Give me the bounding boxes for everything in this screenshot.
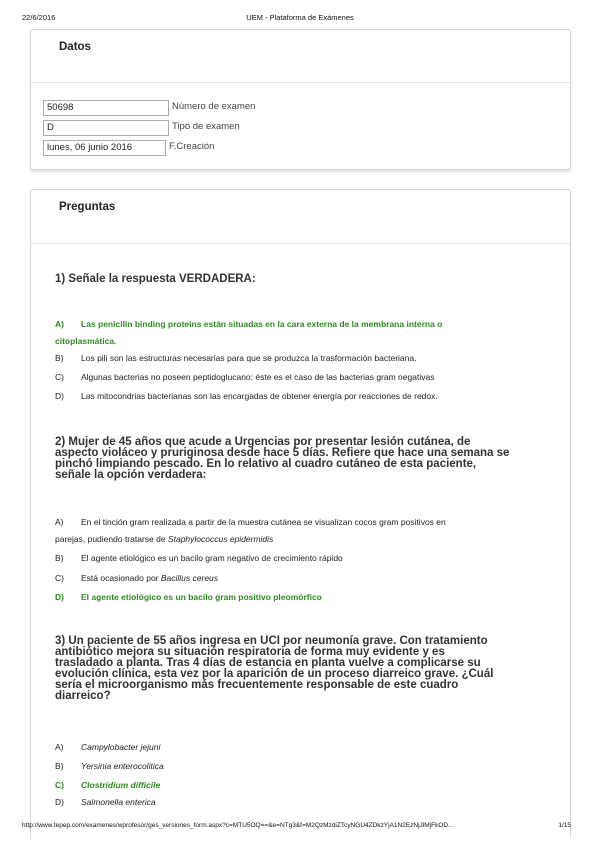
option-letter: A) (55, 319, 64, 329)
option-text: Los pili son las estructuras necesarias para que se produzca la trasformación bacteriana. (81, 353, 417, 363)
option-text: El agente etiológico es un bacilo gram negativo de crecimiento rápido (81, 553, 343, 563)
datos-title: Datos (59, 41, 91, 53)
question-1-option-b[interactable] (55, 350, 555, 367)
question-3-title-line: diarreico? (55, 690, 111, 702)
question-3-title-line: trasladado a planta. Tras 4 días de estancia en planta vuelve a complicarse su (55, 657, 481, 669)
option-species: Salmonella enterica (81, 797, 156, 807)
print-date: 22/6/2016 (22, 13, 56, 22)
preguntas-divider (31, 243, 570, 244)
question-3-option-c[interactable] (55, 777, 555, 794)
option-letter: D) (55, 797, 64, 807)
question-1-title: 1) Señale la respuesta VERDADERA: (55, 273, 256, 285)
question-1-option-d[interactable] (55, 388, 555, 405)
print-page-number: 1/15 (558, 822, 571, 829)
question-2-title-line: pinchó limpiando pescado. En lo relativo al cuadro cutáneo de esta paciente, (55, 458, 477, 470)
print-footer (0, 822, 600, 840)
exam-type-field[interactable]: D (43, 120, 169, 136)
exam-number-field[interactable]: 50698 (43, 100, 169, 116)
question-2-option-c[interactable] (55, 570, 555, 587)
option-species: Campylobacter jejuni (81, 742, 161, 752)
option-letter: B) (55, 353, 64, 363)
question-2-title (55, 437, 555, 481)
option-text: Algunas bacterias no poseen peptidoglucano; éste es el caso de las bacterias gram negativas (81, 372, 435, 382)
question-3-title (55, 636, 555, 702)
option-text: Está ocasionado por (81, 573, 161, 583)
option-letter: D) (55, 391, 64, 401)
creation-date-field[interactable]: lunes, 06 junio 2016 (43, 140, 166, 156)
exam-number-label: Número de examen (172, 101, 256, 112)
option-text: El agente etiológico es un bacilo gram positivo pleomórfico (81, 592, 322, 602)
datos-divider (31, 82, 570, 83)
question-3-option-a[interactable] (55, 739, 555, 756)
print-header (0, 0, 600, 20)
option-species: Bacillus cereus (160, 573, 219, 583)
option-text-cont: citoplasmática. (55, 336, 117, 346)
option-letter: C) (55, 573, 64, 583)
datos-panel (30, 29, 571, 170)
question-1-option-a[interactable] (55, 316, 555, 350)
preguntas-title: Preguntas (59, 201, 116, 213)
option-letter: D) (55, 592, 64, 602)
question-2-title-line: señale la opción verdadera: (55, 469, 207, 481)
question-1-option-c[interactable] (55, 369, 555, 386)
question-3-title-line: antibiótico mejora su situación respiratoria de forma muy evidente y es (55, 646, 445, 658)
question-3-option-b[interactable] (55, 758, 555, 775)
option-species: Clostridium difficile (81, 780, 161, 790)
question-2-title-line: aspecto violáceo y pruriginosa desde hace 5 días. Refiere que hace una semana se (55, 447, 510, 459)
option-text: Las penicilin binding proteins están situadas en la cara externa de la membrana interna o (81, 319, 443, 329)
option-species: Staphylococcus epidermidis (167, 534, 274, 544)
question-3-title-line: 3) Un paciente de 55 años ingresa en UCI por neumonía grave. Con tratamiento (55, 635, 488, 647)
option-letter: B) (55, 761, 64, 771)
option-text: Las mitocondrias bacterianas son las encargadas de obtener energía por reacciones de redox. (81, 391, 438, 401)
option-letter: A) (55, 517, 64, 527)
option-letter: B) (55, 553, 64, 563)
print-url: http://www.tepep.com/examenes/wprofesor/ges_versiones_form.aspx?c=MTU5OQ==&e=NTg3&f=M2QzMzdiZTcyNGU4ZDkzYjA1N2EzNjJlMjFkOD... (22, 822, 454, 829)
question-2-option-a[interactable] (55, 514, 555, 548)
option-letter: A) (55, 742, 64, 752)
option-letter: C) (55, 372, 64, 382)
question-3-option-d[interactable] (55, 794, 555, 811)
question-3-title-line: sería el microorganismo más frecuentemente responsable de este cuadro (55, 679, 459, 691)
question-3-title-line: evolución clínica, esta vez por la aparición de un proceso diarreico grave. ¿Cuál (55, 668, 494, 680)
exam-type-label: Tipo de examen (172, 121, 240, 132)
print-title: UEM - Plataforma de Exámenes (246, 13, 354, 22)
option-text-cont: parejas, pudiendo tratarse de (55, 534, 168, 544)
option-letter: C) (55, 780, 64, 790)
question-2-option-b[interactable] (55, 550, 555, 567)
creation-date-label: F.Creación (169, 141, 215, 152)
preguntas-panel (30, 189, 571, 839)
question-2-option-d[interactable] (55, 589, 555, 606)
question-2-title-line: 2) Mujer de 45 años que acude a Urgencias por presentar lesión cutánea, de (55, 436, 471, 448)
option-text: En el tinción gram realizada a partir de la muestra cutánea se visualizan cocos gram positivos en (81, 517, 446, 527)
option-species: Yersinia enterocolitica (81, 761, 164, 771)
